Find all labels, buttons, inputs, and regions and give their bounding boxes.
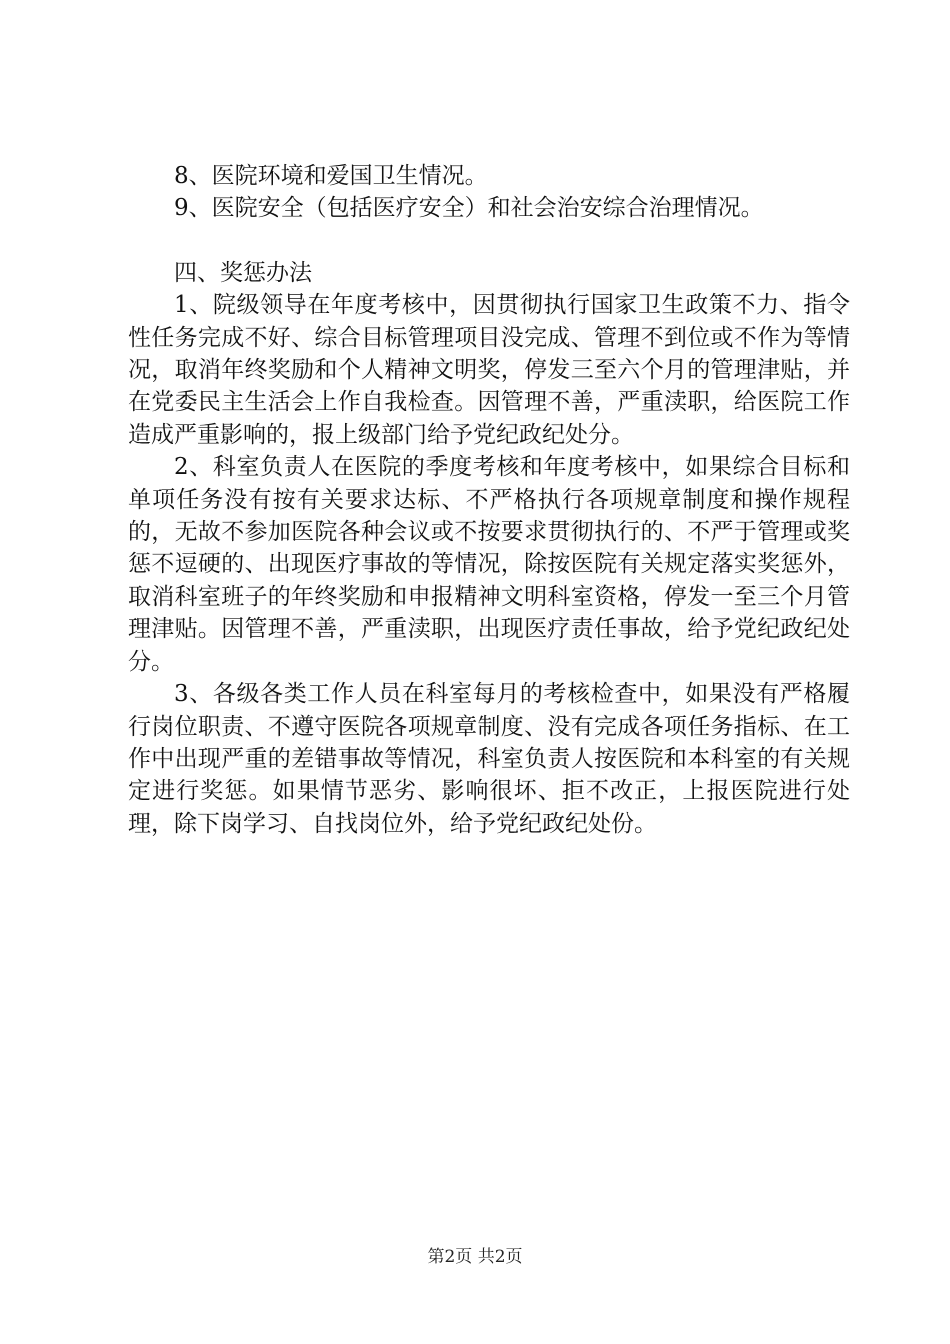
section-heading-rewards-penalties: 四、奖惩办法 — [174, 259, 312, 286]
page-number: 第2页 共2页 — [427, 1247, 523, 1267]
document-body — [128, 160, 850, 840]
paragraph-department-heads: 2、科室负责人在医院的季度考核和年度考核中，如果综合目标和单项任务没有按有关要求达标、不严格执行各项规章制度和操作规程的，无故不参加医院各种会议或不按要求贯彻执行的、不严于管理或奖惩不逗硬的、出现医疗事故的等情况，除按医院有关规定落实奖惩外，取消科室班子的年终奖励和申报精神文明科室资格，停发一至三个月管理津贴。因管理不善，严重渎职，出现医疗责任事故，给予党纪政纪处分。 — [128, 454, 850, 675]
paragraph-item-9: 9、医院安全（包括医疗安全）和社会治安综合治理情况。 — [174, 195, 764, 222]
paragraph-staff: 3、各级各类工作人员在科室每月的考核检查中，如果没有严格履行岗位职责、不遵守医院各项规章制度、没有完成各项任务指标、在工作中出现严重的差错事故等情况，科室负责人按医院和本科室的有关规定进行奖惩。如果情节恶劣、影响很坏、拒不改正，上报医院进行处理，除下岗学习、自找岗位外，给予党纪政纪处份。 — [128, 681, 850, 837]
paragraph-gap — [128, 225, 850, 257]
paragraph-item-8: 8、医院环境和爱国卫生情况。 — [174, 163, 488, 189]
paragraph-leaders: 1、院级领导在年度考核中，因贯彻执行国家卫生政策不力、指令性任务完成不好、综合目标管理项目没完成、管理不到位或不作为等情况，取消年终奖励和个人精神文明奖，停发三至六个月的管理津贴，并在党委民主生活会上作自我检查。因管理不善，严重渎职，给医院工作造成严重影响的，报上级部门给予党纪政纪处分。 — [128, 292, 850, 448]
